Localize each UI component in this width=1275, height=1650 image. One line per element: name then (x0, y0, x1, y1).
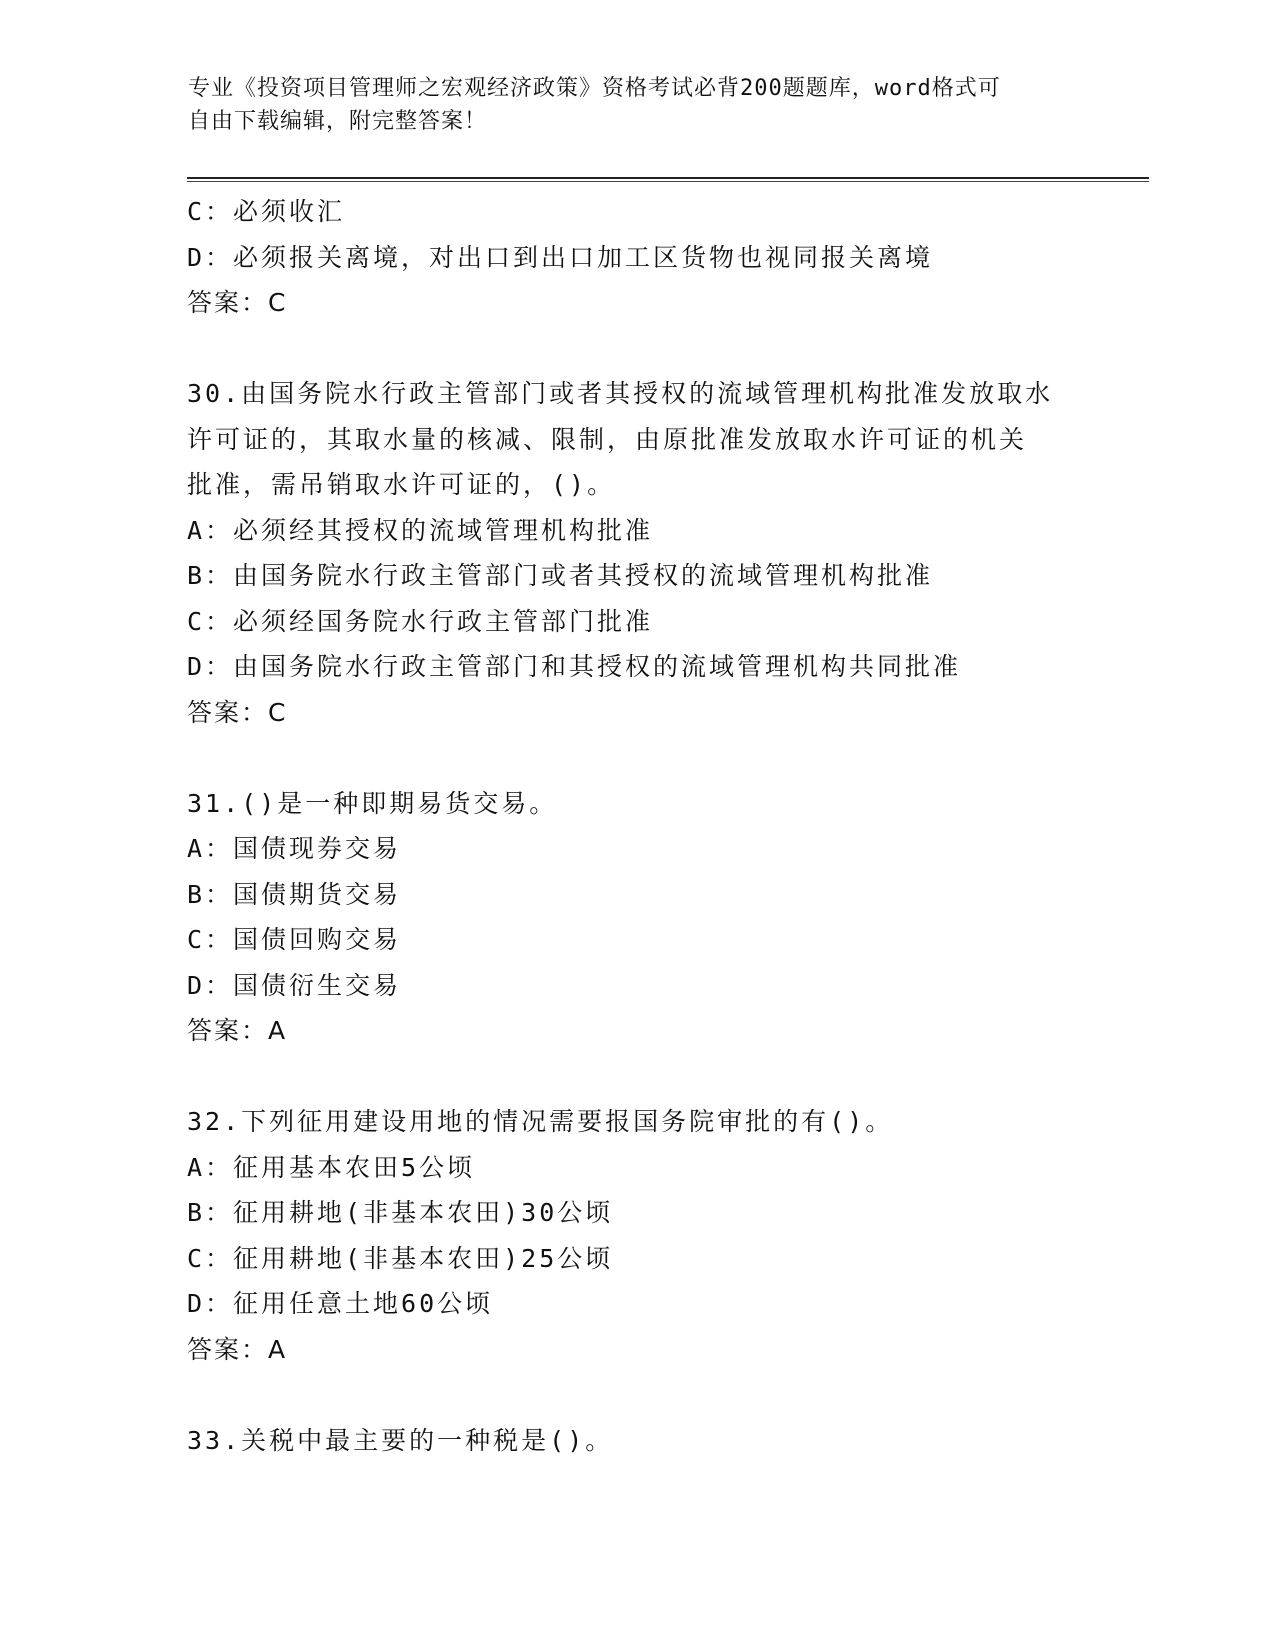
document-body (187, 189, 1087, 1463)
question-text: 批准，需吊销取水许可证的，()。 (187, 470, 616, 499)
question-31 (187, 781, 1087, 1054)
option-c: C：必须经国务院水行政主管部门批准 (187, 606, 654, 636)
option-c: C：征用耕地(非基本农田)25公顷 (187, 1243, 614, 1273)
header-rule-thick (187, 177, 1149, 179)
question-32 (187, 1099, 1087, 1372)
question-text: 30.由国务院水行政主管部门或者其授权的流域管理机构批准发放取水 (187, 379, 1054, 408)
option-b: B：征用耕地(非基本农田)30公顷 (187, 1198, 614, 1227)
question-30 (187, 371, 1087, 735)
header-line-1: 专业《投资项目管理师之宏观经济政策》资格考试必背200题题库，word格式可 (188, 76, 1001, 101)
spacer (187, 326, 1087, 372)
document-header (188, 72, 1068, 138)
spacer (187, 1372, 1087, 1418)
answer: 答案：C (187, 697, 288, 727)
header-rule-thin (187, 181, 1149, 182)
header-line-2: 自由下载编辑，附完整答案！ (188, 109, 488, 134)
option-d: D：必须报关离境，对出口到出口加工区货物也视同报关离境 (187, 242, 934, 272)
question-text: 32.下列征用建设用地的情况需要报国务院审批的有()。 (187, 1107, 894, 1136)
answer: 答案：A (187, 1016, 288, 1045)
question-text: 33.关税中最主要的一种税是()。 (187, 1425, 614, 1455)
answer: 答案：C (187, 288, 288, 317)
option-c: C：必须收汇 (187, 197, 346, 226)
question-text: 31.()是一种即期易货交易。 (187, 788, 558, 818)
question-29-continued (187, 189, 1087, 326)
option-a: A：征用基本农田5公顷 (187, 1152, 476, 1182)
option-a: A：国债现券交易 (187, 834, 402, 863)
option-a: A：必须经其授权的流域管理机构批准 (187, 515, 654, 545)
option-d: D：征用任意土地60公顷 (187, 1289, 494, 1318)
spacer (187, 735, 1087, 781)
option-d: D：由国务院水行政主管部门和其授权的流域管理机构共同批准 (187, 652, 962, 681)
option-d: D：国债衍生交易 (187, 970, 402, 1000)
spacer (187, 1054, 1087, 1100)
option-c: C：国债回购交易 (187, 925, 402, 954)
option-b: B：由国务院水行政主管部门或者其授权的流域管理机构批准 (187, 561, 934, 590)
option-b: B：国债期货交易 (187, 879, 402, 909)
answer: 答案：A (187, 1334, 288, 1364)
question-33 (187, 1418, 1087, 1464)
question-text: 许可证的，其取水量的核减、限制，由原批准发放取水许可证的机关 (187, 424, 1028, 454)
